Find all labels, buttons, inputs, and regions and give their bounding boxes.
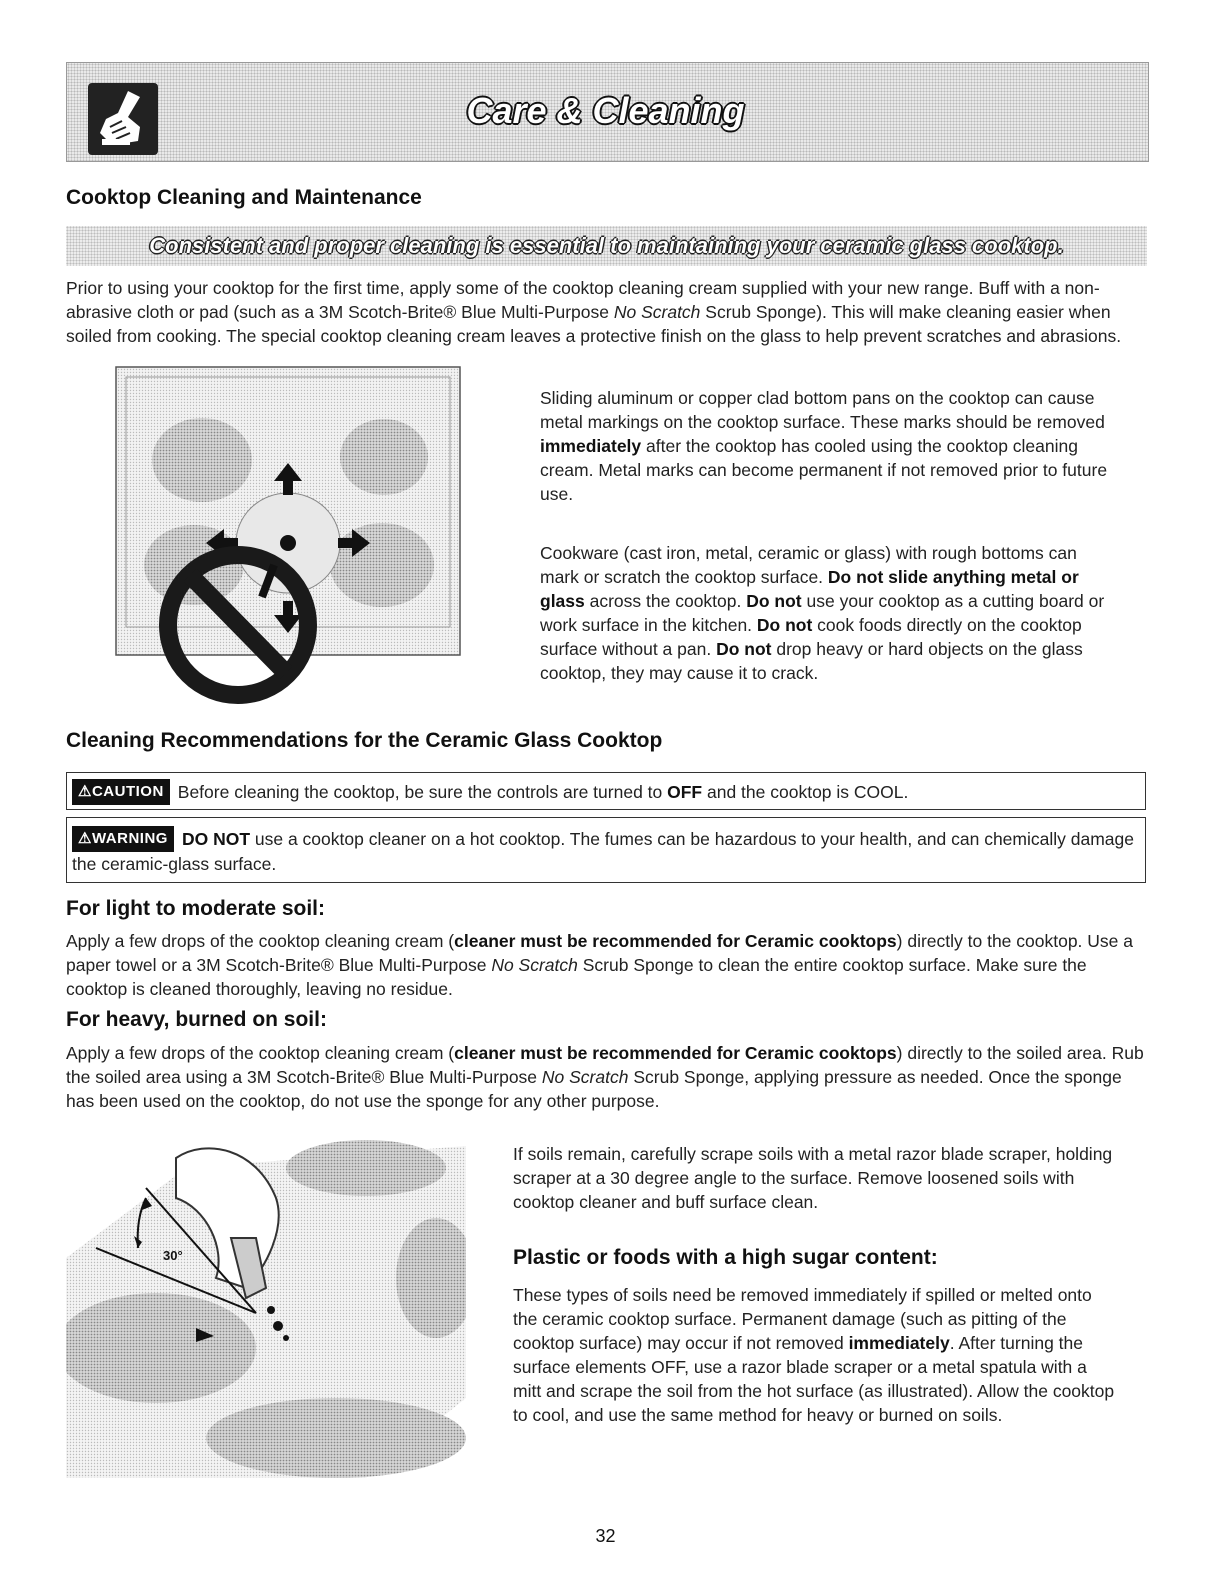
heavy-soil-heading: For heavy, burned on soil:	[66, 1008, 327, 1031]
tagline: Consistent and proper cleaning is essential to maintaining your ceramic glass cooktop.	[149, 233, 1064, 258]
caution-text: ⚠CAUTION Before cleaning the cooktop, be sure the controls are turned to OFF and the cooktop is COOL.	[72, 779, 1138, 805]
razor-scraper-illustration	[66, 1138, 466, 1483]
sliding-pans-paragraph: Sliding aluminum or copper clad bottom pans on the cooktop can cause metal markings on the cooktop surface. These marks should be removed immediately after the cooktop has cooled using the cooktop cleaning cream. Metal marks can become permanent if not removed prior to future use.	[540, 388, 1108, 504]
plastic-sugar-heading: Plastic or foods with a high sugar content:	[513, 1246, 938, 1269]
heavy-soil-paragraph: Apply a few drops of the cooktop cleaning cream (cleaner must be recommended for Ceramic cooktops) directly to the soiled area. Rub the soiled area using a 3M Scotch-Brite® Blue Multi-Purpose No Scratch Scrub Sponge, applying pressure as needed. Once the sponge has been used on the cooktop, do not use the sponge for any other purpose.	[66, 1043, 1144, 1111]
warning-text: ⚠WARNING DO NOT use a cooktop cleaner on a hot cooktop. The fumes can be hazardous to your health, and can chemically damage the ceramic-glass surface.	[72, 826, 1136, 876]
intro-paragraph: Prior to using your cooktop for the first time, apply some of the cooktop cleaning cream supplied with your new range. Buff with a non-abrasive cloth or pad (such as a 3M Scotch-Brite® Blue Multi-Purpose No Scratch Scrub Sponge). This will make cleaning easier when soiled from cooking. The special cooktop cleaning cream leaves a protective finish on the glass to help prevent scratches and abrasions.	[66, 278, 1122, 346]
section-heading-cooktop-cleaning: Cooktop Cleaning and Maintenance	[66, 186, 422, 209]
light-soil-heading: For light to moderate soil:	[66, 897, 326, 920]
caution-badge: ⚠CAUTION	[72, 779, 170, 805]
angle-label: 30°	[163, 1248, 183, 1263]
page-number: 32	[595, 1526, 616, 1546]
page-title: Care & Cleaning	[466, 90, 745, 131]
plastic-sugar-paragraph: These types of soils need be removed immediately if spilled or melted onto the ceramic cooktop surface. Permanent damage (such as pitting of the cooktop surface) may occur if not removed immediately. After turning the surface elements OFF, use a razor blade scraper or a metal spatula with a mitt and scrape the soil from the hot surface (as illustrated). Allow the cooktop to cool, and use the same method for heavy or burned on soils.	[513, 1285, 1115, 1425]
cookware-paragraph: Cookware (cast iron, metal, ceramic or glass) with rough bottoms can mark or scratch the cooktop surface. Do not slide anything metal or glass across the cooktop. Do not use your cooktop as a cutting board or work surface in the kitchen. Do not cook foods directly on the cooktop surface without a pan. Do not drop heavy or hard objects on the glass cooktop, they may cause it to crack.	[540, 543, 1105, 683]
light-soil-paragraph: Apply a few drops of the cooktop cleaning cream (cleaner must be recommended for Ceramic cooktops) directly to the cooktop. Use a paper towel or a 3M Scotch-Brite® Blue Multi-Purpose No Scratch Scrub Sponge to clean the entire cooktop surface. Make sure the cooktop is cleaned thoroughly, leaving no residue.	[66, 931, 1134, 999]
section-heading-cleaning-recommendations: Cleaning Recommendations for the Ceramic Glass Cooktop	[66, 729, 663, 752]
sliding-pans-illustration	[114, 365, 462, 705]
scrape-paragraph: If soils remain, carefully scrape soils with a metal razor blade scraper, holding scraper at a 30 degree angle to the surface. Remove loosened soils with cooktop cleaner and buff surface clean.	[513, 1144, 1113, 1212]
warning-badge: ⚠WARNING	[72, 826, 174, 852]
